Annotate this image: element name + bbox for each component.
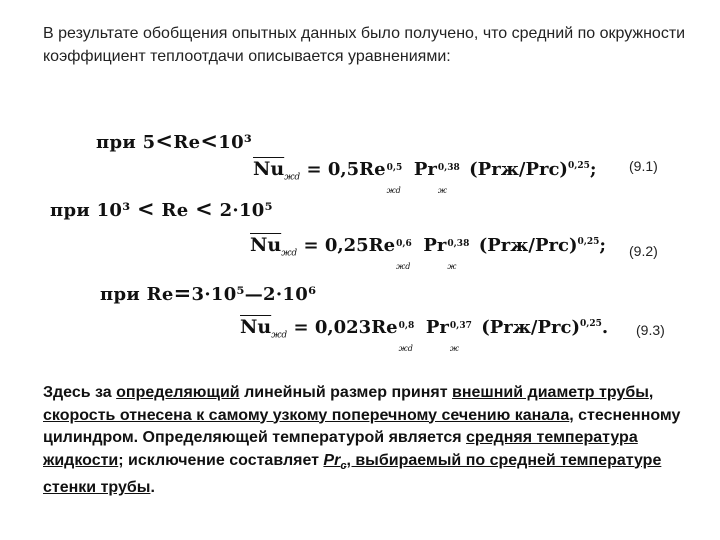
prandtl-subscript: ж [449,344,460,353]
re-symbol: Re [173,132,201,153]
conclusion-text: , [648,384,654,401]
prandtl-ratio: (Prж/Prс) [481,317,580,338]
prandtl-symbol: Pr [423,235,447,256]
reynolds-exponent: 0,5 [386,163,403,173]
formula-9-1 [253,158,597,195]
less-than-sign: < [195,196,213,221]
ratio-exponent: 0,25 [567,161,590,171]
underlined-term: внешний диаметр трубы [452,384,649,401]
equation-number-9-2: (9.2) [629,243,658,259]
less-than-sign: < [155,128,174,153]
nusselt-subscript: жd [284,172,301,183]
reynolds-exponent: 0,8 [398,321,415,331]
coefficient: = 0,25 [303,235,369,256]
coefficient: = 0,5 [306,159,360,180]
ratio-exponent: 0,25 [579,319,602,329]
prandtl-exponent: 0,38 [447,239,470,249]
conclusion-text: линейный размер принят [239,384,453,401]
reynolds-subscript: жd [386,186,401,195]
nusselt-symbol: $\overline{Nu}$ [253,158,285,180]
pri-label: при [50,200,91,221]
prandtl-subscript: ж [447,262,457,271]
prandtl-wall-symbol [323,451,347,472]
reynolds-symbol: Re [368,235,396,256]
nusselt-symbol: $\overline{Nu}$ [240,316,272,338]
pri-label: при [96,132,137,153]
prandtl-exponent: 0,38 [437,163,460,173]
lower-bound: 5 [142,132,156,153]
underlined-term: , выбираемый по средней температуре стенки трубы [43,451,662,497]
less-than-sign: < [137,196,155,221]
condition-9-3 [100,280,316,305]
reynolds-subscript: жd [398,344,413,353]
conclusion-text: ; исключение составляет [118,451,324,469]
conclusion-text: . [150,479,155,497]
reynolds-symbol: Re [371,317,398,338]
equation-number-9-3: (9.3) [636,322,665,338]
reynolds-subscript: жd [396,262,411,271]
condition-9-1 [96,128,252,153]
nusselt-symbol: $\overline{Nu}$ [250,234,282,256]
conclusion-text: Здесь за [43,384,117,401]
prandtl-subscript: ж [437,186,447,195]
condition-9-2 [50,196,273,221]
re-symbol: Re [146,284,174,305]
prandtl-symbol: Pr [425,317,449,338]
upper-bound: 10³ [218,132,253,153]
nusselt-subscript: жd [271,330,288,341]
prandtl-wall-subscript: с [340,459,347,472]
underlined-term: определяющий [116,384,240,401]
equation-number-9-1: (9.1) [629,158,658,174]
reynolds-symbol: Re [359,159,386,180]
underlined-term: средняя температура жидкости [43,429,638,469]
formula-9-2 [250,234,607,271]
ratio-exponent: 0,25 [577,237,600,247]
underlined-term: скорость отнесена к самому узкому поперечному сечению канала [43,406,570,424]
formula-9-3 [240,316,609,353]
terminator: . [601,317,609,338]
upper-bound: 2·10⁵ [219,200,273,221]
re-range: 3·10⁵—2·10⁶ [191,284,317,305]
prandtl-symbol: Pr [323,451,341,469]
terminator: ; [589,159,597,180]
pri-label: при [100,284,141,305]
conclusion-paragraph [43,382,693,500]
terminator: ; [599,235,607,256]
prandtl-exponent: 0,37 [449,321,472,331]
prandtl-ratio: (Prж/Prс) [469,159,568,180]
coefficient: = 0,023 [293,317,372,338]
conclusion-text: , стесненному цилиндром. Определяющей температурой является [43,406,681,446]
reynolds-exponent: 0,6 [396,239,412,249]
prandtl-ratio: (Prж/Prс) [478,235,578,256]
prandtl-symbol: Pr [413,159,437,180]
equals-sign: = [173,280,192,305]
intro-paragraph: В результате обобщения опытных данных было получено, что средний по окружности коэффициент теплоотдачи описывается уравнениями: [43,25,686,65]
nusselt-subscript: жd [281,248,298,259]
re-symbol: Re [161,200,189,221]
lower-bound: 10³ [96,200,131,221]
less-than-sign: < [200,128,219,153]
